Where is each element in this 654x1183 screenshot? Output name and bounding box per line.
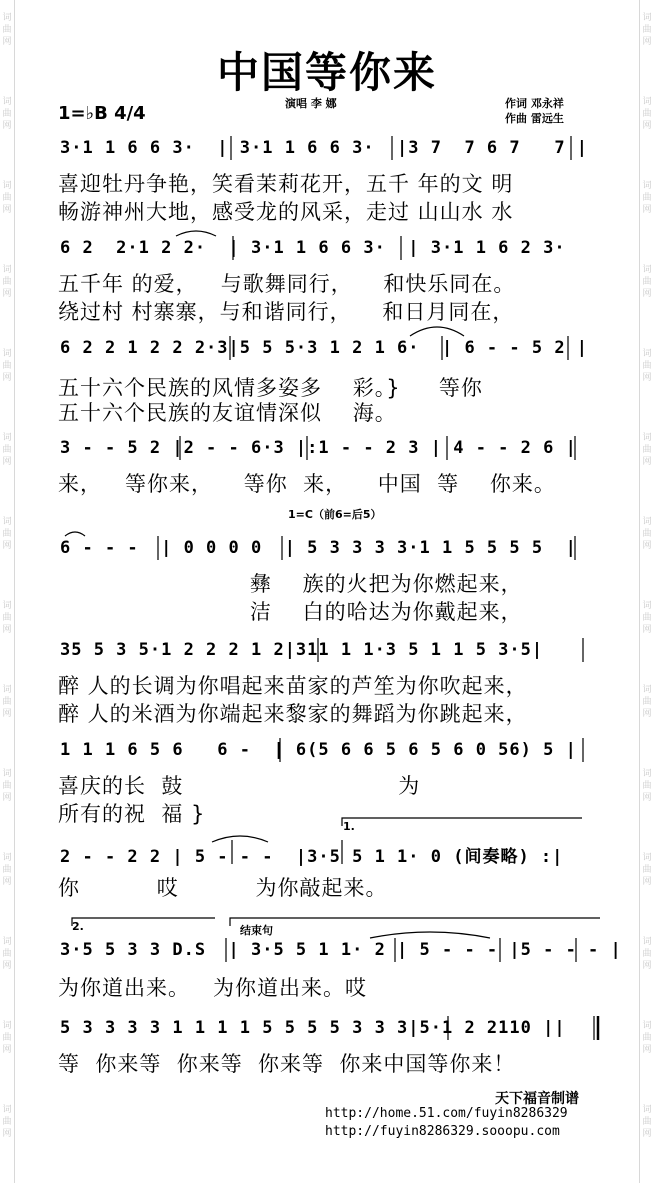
watermark-text: 词 曲 网: [2, 97, 12, 131]
watermark-text: 词 曲 网: [2, 13, 12, 47]
watermark-text: 词 曲 网: [642, 181, 652, 215]
watermark-text: 词 曲 网: [642, 937, 652, 971]
singer-credit: 演唱 李 娜: [285, 97, 337, 110]
footer-url[interactable]: http://home.51.com/fuyin8286329: [325, 1106, 568, 1121]
watermark-text: 词 曲 网: [2, 1021, 12, 1055]
lyric-line: 你 哎 为你敲起来。: [58, 876, 388, 900]
notation-line: 35 5 3 5·1 2 2 2 1 2|311 1 1·3 5 1 1 5 3·5|: [60, 640, 544, 660]
watermark-text: 词 曲 网: [2, 601, 12, 635]
watermark-text: 词 曲 网: [2, 937, 12, 971]
watermark-text: 词 曲 网: [2, 769, 12, 803]
watermark-text: 词 曲 网: [642, 265, 652, 299]
watermark-text: 词 曲 网: [642, 601, 652, 635]
watermark-text: 词 曲 网: [642, 13, 652, 47]
lyric-line: 五十六个民族的友谊情深似 海。: [58, 401, 397, 425]
lyric-line: 醉 人的米酒为你端起来黎家的舞蹈为你跳起来，: [58, 702, 528, 726]
lyric-line: 彝 族的火把为你燃起来，: [58, 572, 523, 596]
lyric-line: 五十六个民族的风情多姿多 彩。} 等你: [58, 376, 483, 400]
watermark-text: 词 曲 网: [642, 433, 652, 467]
watermark-text: 词 曲 网: [642, 685, 652, 719]
watermark-text: 词 曲 网: [2, 433, 12, 467]
lyric-line: 为你道出来。 为你道出来。哎: [58, 976, 368, 1000]
watermark-text: 词 曲 网: [642, 853, 652, 887]
lyric-line: 喜庆的长 鼓 为: [58, 774, 421, 798]
key-signature: 1=♭B 4/4: [58, 103, 146, 124]
lyric-line: 五千年 的爱， 与歌舞同行， 和快乐同在。: [58, 272, 516, 296]
lyric-line: 洁 白的哈达为你戴起来，: [58, 600, 523, 624]
notation-line: 6 - - - | 0 0 0 0 | 5 3 3 3 3·1 1 5 5 5 5 |: [60, 538, 577, 558]
ending-label: 结束句: [240, 924, 273, 937]
lyric-line: 喜迎牡丹争艳，笑看茉莉花开，五千 年的文 明: [58, 172, 514, 196]
watermark-text: 词 曲 网: [642, 1021, 652, 1055]
footer-url[interactable]: http://fuyin8286329.sooopu.com: [325, 1124, 560, 1139]
watermark-text: 词 曲 网: [2, 685, 12, 719]
lyric-line: 等 你来等 你来等 你来等 你来中国等你来！: [58, 1052, 516, 1076]
modulation-mark: 1=C（前6=后5）: [288, 508, 382, 521]
lyricist-credit: 作词 邓永祥: [505, 97, 564, 110]
lyric-line: 来， 等你来， 等你 来， 中国 等 你来。: [58, 472, 556, 496]
volta-2-label: 2.: [72, 920, 84, 933]
composer-credit: 作曲 雷远生: [505, 112, 564, 125]
watermark-text: 词 曲 网: [2, 349, 12, 383]
notation-line: 6 2 2·1 2 2· | 3·1 1 6 6 3· | 3·1 1 6 2 3·: [60, 238, 566, 258]
watermark-text: 词 曲 网: [642, 1105, 652, 1139]
watermark-text: 词 曲 网: [2, 181, 12, 215]
notation-line: 3·5 5 3 3 D.S | 3·5 5 1 1· 2 | 5 - - - |5 - - - |: [60, 940, 622, 960]
watermark-text: 词 曲 网: [642, 769, 652, 803]
lyric-line: 所有的祝 福 }: [58, 802, 206, 826]
notation-line: 3·1 1 6 6 3· | 3·1 1 6 6 3· |3 7 7 6 7 7 |: [60, 138, 589, 158]
notation-line: 3 - - 5 2 |2 - - 6·3 |:1 - - 2 3 | 4 - - 2 6 |: [60, 438, 577, 458]
lyric-line: 醉 人的长调为你唱起来苗家的芦笙为你吹起来，: [58, 674, 528, 698]
notation-line: 2 - - 2 2 | 5 - - - |3·5 5 1 1· 0 (间奏略) :|: [60, 847, 564, 867]
notation-line: 6 2 2 1 2 2 2·3|5 5 5·3 1 2 1 6· | 6 - - 5 2 |: [60, 338, 589, 358]
watermark-text: 词 曲 网: [2, 853, 12, 887]
notation-line: 1 1 1 6 5 6 6 - | 6(5 6 6 5 6 5 6 0 56) 5 |: [60, 740, 577, 760]
lyric-line: 畅游神州大地，感受龙的风采，走过 山山水 水: [58, 200, 514, 224]
watermark-text: 词 曲 网: [642, 97, 652, 131]
song-title: 中国等你来: [216, 48, 437, 97]
watermark-text: 词 曲 网: [2, 517, 12, 551]
volta-1-label: 1.: [343, 820, 355, 833]
lyric-line: 绕过村 村寨寨，与和谐同行， 和日月同在，: [58, 300, 515, 324]
watermark-text: 词 曲 网: [642, 349, 652, 383]
watermark-text: 词 曲 网: [2, 1105, 12, 1139]
watermark-text: 词 曲 网: [2, 265, 12, 299]
maker-credit: 天下福音制谱: [495, 1091, 579, 1107]
notation-line: 5 3 3 3 3 1 1 1 1 5 5 5 5 3 3 3|5·1 2 2110 ||: [60, 1018, 566, 1038]
watermark-text: 词 曲 网: [642, 517, 652, 551]
